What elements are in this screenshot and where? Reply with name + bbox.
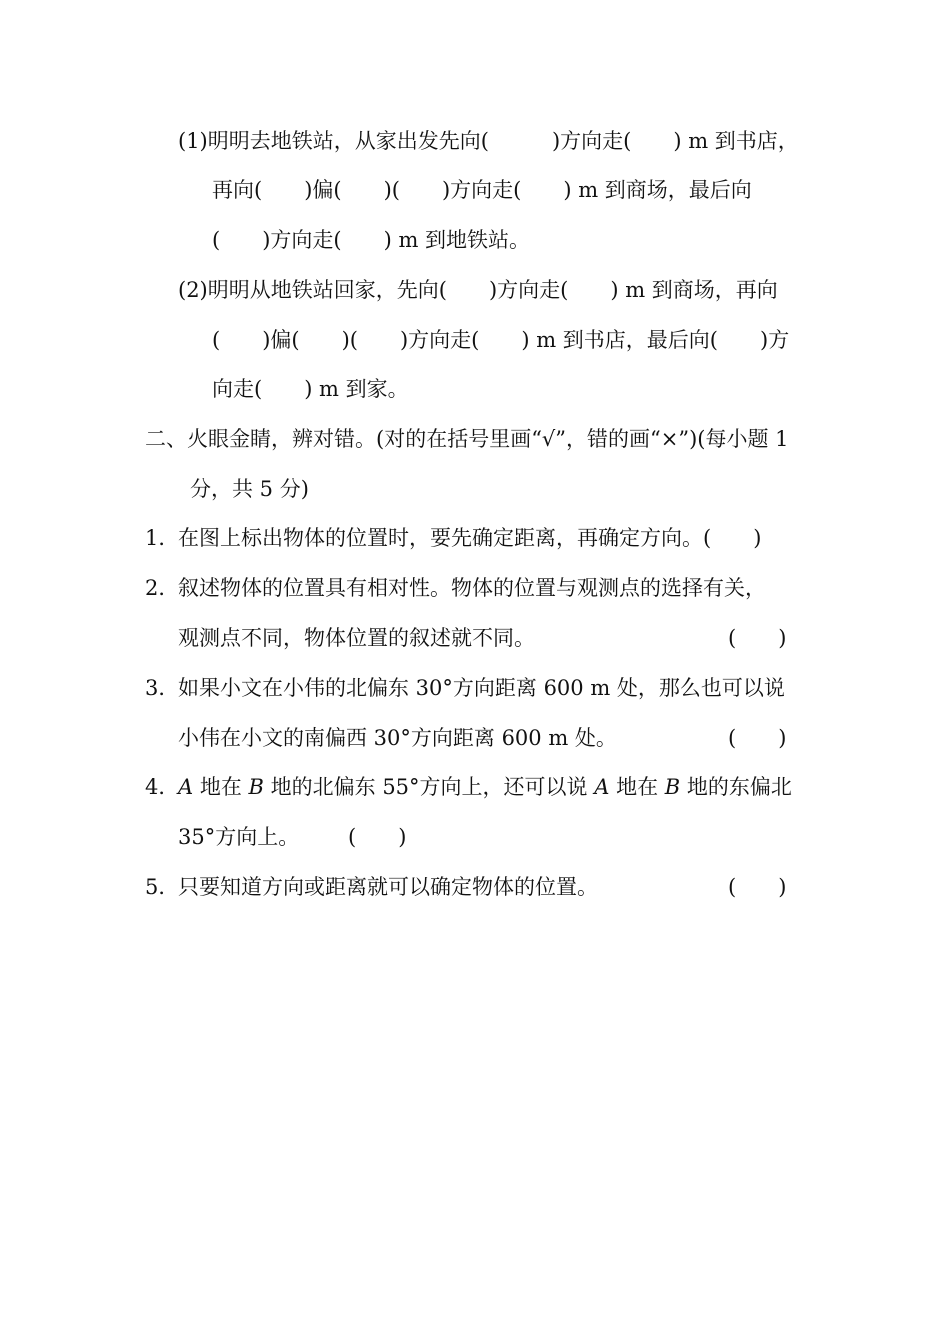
text-seg: 地的东偏北 [680, 775, 792, 799]
place-b: B [248, 775, 264, 799]
item-2-answer-blank[interactable]: ( ) [728, 626, 787, 650]
item-5-text: 只要知道方向或距离就可以确定物体的位置。 [178, 875, 598, 899]
item-2-text-line-2: 观测点不同，物体位置的叙述就不同。 [178, 626, 535, 650]
item-5-answer-blank[interactable]: ( ) [728, 875, 787, 899]
q1-line-3: ( )方向走( ) m 到地铁站。 [212, 228, 531, 252]
item-3-number: 3． [145, 676, 180, 700]
item-5-number: 5． [145, 875, 180, 899]
item-4-answer-blank[interactable]: ( ) [348, 825, 407, 849]
place-a: A [594, 775, 610, 799]
q2-line-1: (2)明明从地铁站回家，先向( )方向走( ) m 到商场，再向 [178, 278, 778, 302]
place-b: B [664, 775, 681, 799]
item-3-answer-blank[interactable]: ( ) [728, 726, 787, 750]
q1-line-2: 再向( )偏( )( )方向走( ) m 到商场，最后向 [212, 178, 752, 202]
item-2-number: 2． [145, 576, 180, 600]
q2-line-2: ( )偏( )( )方向走( ) m 到书店，最后向( )方 [212, 328, 790, 352]
place-a: A [178, 775, 194, 799]
text-seg: 地的北偏东 55°方向上，还可以说 [263, 775, 595, 799]
item-2-text-line-1: 叙述物体的位置具有相对性。物体的位置与观测点的选择有关， [178, 576, 766, 600]
section-heading-line-2: 分，共 5 分) [190, 477, 309, 501]
text-seg: 地在 [609, 775, 665, 799]
item-3-text-line-2: 小伟在小文的南偏西 30°方向距离 600 m 处。 [178, 726, 617, 750]
section-heading-line-1: 二、火眼金睛，辨对错。(对的在括号里画“√”，错的画“×”)(每小题 1 [145, 427, 789, 451]
q1-line-1: (1)明明去地铁站，从家出发先向( )方向走( ) m 到书店， [178, 129, 799, 153]
text-seg: 地在 [193, 775, 249, 799]
item-1-text: 在图上标出物体的位置时，要先确定距离，再确定方向。( ) [178, 526, 762, 550]
q2-line-3: 向走( ) m 到家。 [212, 377, 409, 401]
item-1-number: 1． [145, 526, 180, 550]
item-4-text-line-2: 35°方向上。 [178, 825, 300, 849]
item-4-text-line-1 [178, 773, 792, 801]
item-4-number: 4． [145, 775, 180, 799]
item-3-text-line-1: 如果小文在小伟的北偏东 30°方向距离 600 m 处，那么也可以说 [178, 676, 785, 700]
